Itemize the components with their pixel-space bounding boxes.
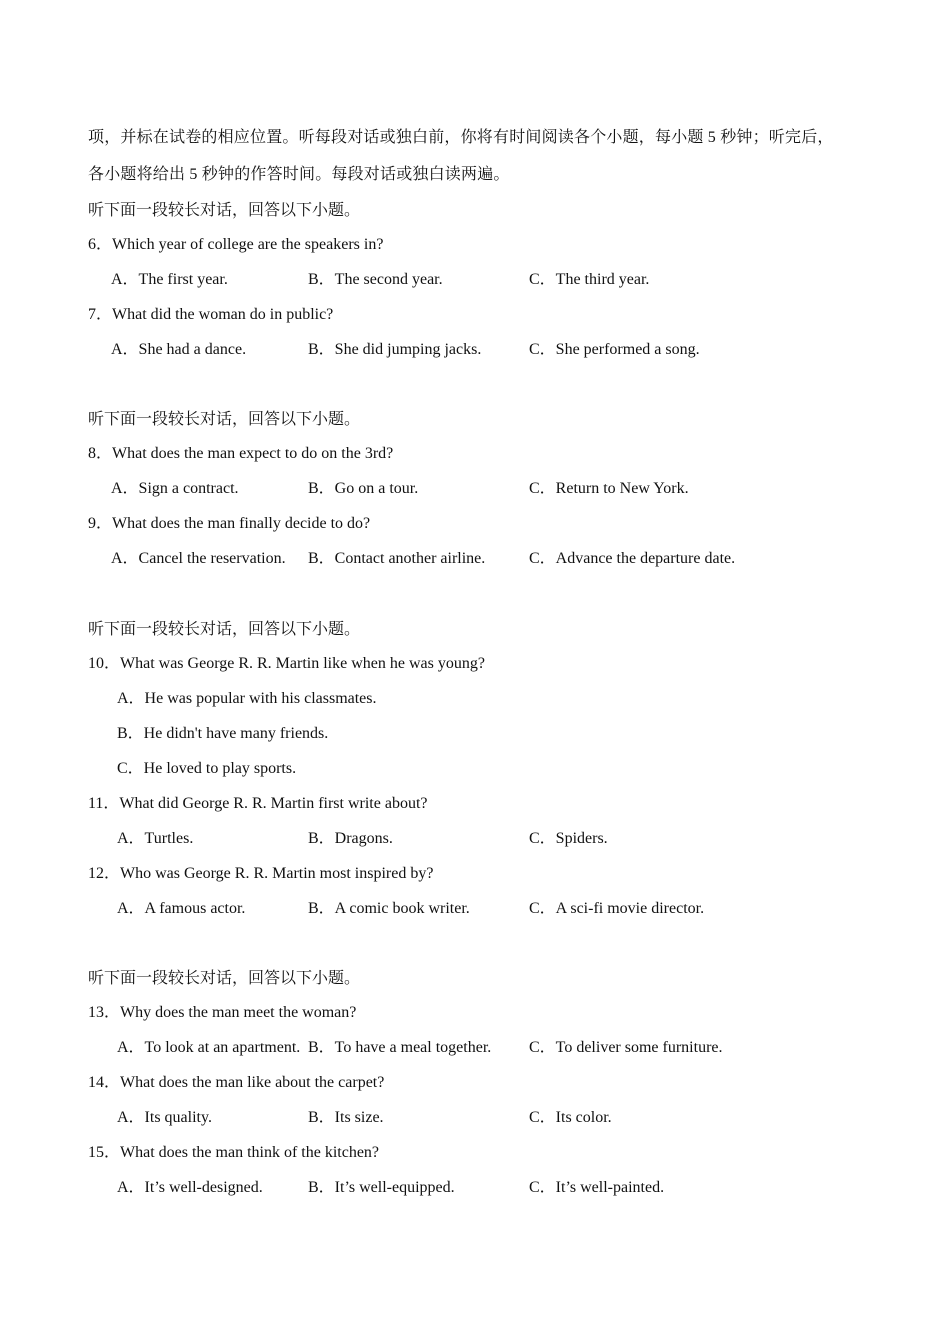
question-stem: 14．What does the man like about the carpet? xyxy=(88,1074,385,1091)
option-c[interactable]: C．It’s well-painted. xyxy=(529,1179,665,1196)
option-a[interactable]: A．Its quality. xyxy=(117,1109,212,1126)
option-a[interactable]: A．Turtles. xyxy=(117,830,194,847)
option-a[interactable]: A．To look at an apartment. xyxy=(117,1039,301,1056)
option-b[interactable]: B．A comic book writer. xyxy=(308,900,470,917)
option-a[interactable]: A．He was popular with his classmates. xyxy=(117,690,377,707)
option-b[interactable]: B．Dragons. xyxy=(308,830,393,847)
question-stem: 11．What did George R. R. Martin first write about? xyxy=(88,795,428,812)
question-stem: 6．Which year of college are the speakers in? xyxy=(88,236,384,253)
option-b[interactable]: B．He didn't have many friends. xyxy=(117,725,329,742)
section-heading: 听下面一段较长对话，回答以下小题。 xyxy=(88,411,361,428)
option-a[interactable]: A．Cancel the reservation. xyxy=(111,550,286,567)
option-c[interactable]: C．The third year. xyxy=(529,271,650,288)
option-b[interactable]: B．She did jumping jacks. xyxy=(308,341,482,358)
option-b[interactable]: B．Its size. xyxy=(308,1109,384,1126)
question-stem: 7．What did the woman do in public? xyxy=(88,306,334,323)
option-a[interactable]: A．Sign a contract. xyxy=(111,480,239,497)
section-heading: 听下面一段较长对话，回答以下小题。 xyxy=(88,202,361,219)
option-b[interactable]: B．To have a meal together. xyxy=(308,1039,492,1056)
instruction-line-1: 项，并标在试卷的相应位置。听每段对话或独白前，你将有时间阅读各个小题，每小题 5 秒钟；听完后， xyxy=(88,129,834,146)
option-a[interactable]: A．The first year. xyxy=(111,271,228,288)
option-c[interactable]: C．Return to New York. xyxy=(529,480,689,497)
option-c[interactable]: C．She performed a song. xyxy=(529,341,700,358)
option-b[interactable]: B．Go on a tour. xyxy=(308,480,419,497)
option-c[interactable]: C．Its color. xyxy=(529,1109,612,1126)
option-b[interactable]: B．The second year. xyxy=(308,271,443,288)
question-stem: 10．What was George R. R. Martin like when he was young? xyxy=(88,655,485,672)
question-stem: 9．What does the man finally decide to do? xyxy=(88,515,371,532)
question-stem: 8．What does the man expect to do on the 3rd? xyxy=(88,445,394,462)
section-heading: 听下面一段较长对话，回答以下小题。 xyxy=(88,970,361,987)
option-b[interactable]: B．Contact another airline. xyxy=(308,550,486,567)
question-stem: 13．Why does the man meet the woman? xyxy=(88,1004,357,1021)
option-c[interactable]: C．Spiders. xyxy=(529,830,608,847)
question-stem: 12．Who was George R. R. Martin most inspired by? xyxy=(88,865,434,882)
option-c[interactable]: C．Advance the departure date. xyxy=(529,550,736,567)
option-c[interactable]: C．He loved to play sports. xyxy=(117,760,297,777)
section-heading: 听下面一段较长对话，回答以下小题。 xyxy=(88,621,361,638)
option-c[interactable]: C．A sci-fi movie director. xyxy=(529,900,705,917)
option-a[interactable]: A．A famous actor. xyxy=(117,900,246,917)
instruction-line-2: 各小题将给出 5 秒钟的作答时间。每段对话或独白读两遍。 xyxy=(88,166,510,183)
option-a[interactable]: A．She had a dance. xyxy=(111,341,247,358)
option-c[interactable]: C．To deliver some furniture. xyxy=(529,1039,723,1056)
question-stem: 15．What does the man think of the kitchen? xyxy=(88,1144,380,1161)
option-b[interactable]: B．It’s well-equipped. xyxy=(308,1179,455,1196)
option-a[interactable]: A．It’s well-designed. xyxy=(117,1179,263,1196)
